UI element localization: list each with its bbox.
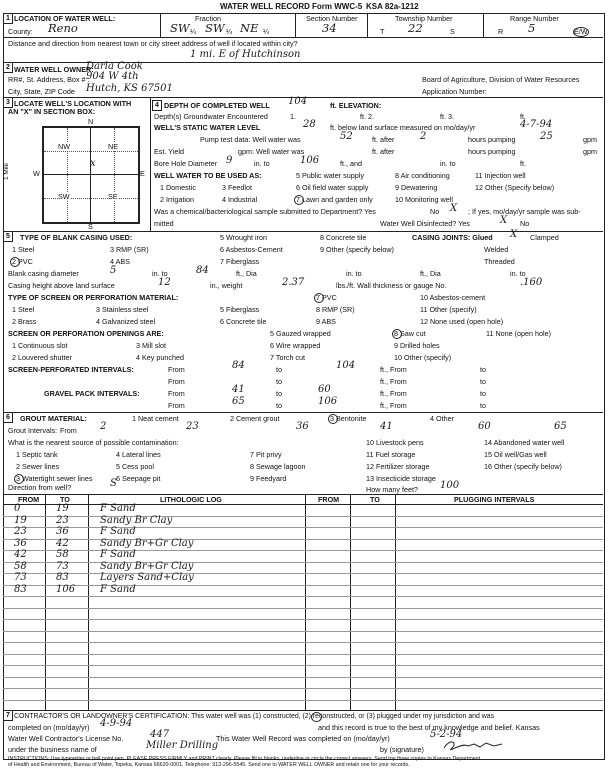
bore-label: Bore Hole Diameter: [154, 159, 218, 168]
app-label: Application Number:: [422, 87, 487, 96]
screened-to-label-4: to: [480, 377, 486, 386]
gw-1-label: 1.: [290, 112, 296, 121]
opening-wire[interactable]: 6 Wire wrapped: [270, 341, 321, 350]
fraction-3[interactable]: NE: [240, 21, 259, 35]
log-row-desc[interactable]: Sandy Br Clay: [100, 514, 173, 526]
plug-from-header: FROM: [318, 495, 340, 504]
fraction-2[interactable]: SW: [205, 21, 225, 35]
pump-ft-after: ft. after: [372, 135, 395, 144]
section-3-number: 3: [3, 97, 13, 108]
screened-to-label-2: to: [480, 365, 486, 374]
contam-lagoon[interactable]: 8 Sewage lagoon: [250, 462, 306, 471]
west-label: W: [33, 169, 40, 178]
log-row-from[interactable]: 83: [14, 583, 27, 595]
yield-hours-label: hours pumping: [468, 147, 516, 156]
log-row-to[interactable]: 36: [56, 526, 69, 537]
casing-rmp[interactable]: 3 RMP (SR): [110, 245, 149, 254]
log-row-to[interactable]: 42: [56, 537, 69, 549]
use-domestic[interactable]: 1 Domestic: [160, 183, 196, 192]
opening-none[interactable]: 11 None (open hole): [486, 329, 551, 338]
yield-label: Est. Yield: [154, 147, 184, 156]
contam-feedyard[interactable]: 9 Feedyard: [250, 474, 287, 483]
grout-label: GROUT MATERIAL:: [20, 414, 87, 423]
range-prefix: R: [498, 27, 504, 36]
screened-to-label: to: [276, 365, 282, 374]
blank-ft-dia-2: ft., Dia: [420, 269, 441, 278]
joints-label: CASING JOINTS: Glued: [412, 233, 493, 242]
section-2-number: 2: [3, 62, 13, 73]
log-row-desc[interactable]: Layers Sand+Clay: [100, 572, 194, 583]
grout-intervals-label: Grout Intervals:: [8, 426, 58, 435]
nw-label: NW: [58, 142, 70, 151]
section-4-number: 4: [152, 100, 162, 111]
record-label: This Water Well Record was completed on (mo/day/yr): [216, 734, 390, 743]
casing-other[interactable]: 9 Other (specify below): [320, 245, 394, 254]
log-row-from[interactable]: 0: [14, 503, 21, 514]
quarter-sym-3: ¼: [263, 27, 269, 36]
height-value[interactable]: 12: [158, 277, 171, 288]
opening-gauzed[interactable]: 5 Gauzed wrapped: [270, 329, 331, 338]
log-grid-line: [3, 608, 603, 609]
license-label: Water Well Contractor's License No.: [8, 734, 124, 743]
gravel-from-2[interactable]: 65: [232, 396, 245, 407]
joints-mark[interactable]: X: [510, 229, 518, 240]
joints-threaded[interactable]: Threaded: [484, 257, 515, 266]
contam-other[interactable]: 16 Other (specify below): [484, 462, 562, 471]
gravel-from-1[interactable]: 41: [232, 384, 245, 395]
casing-abs[interactable]: 4 ABS: [110, 257, 130, 266]
log-row-desc[interactable]: Sandy Br+Gr Clay: [100, 560, 194, 572]
business-value[interactable]: Miller Drilling: [146, 740, 219, 751]
gw-ft: ft.: [520, 112, 526, 121]
gw-label: Depth(s) Groundwater Encountered: [154, 112, 268, 121]
gravel-ft-from: ft., From: [380, 389, 407, 398]
screened-to-label-3: to: [276, 377, 282, 386]
bore-value[interactable]: 9: [226, 155, 233, 166]
fraction-1[interactable]: SW: [170, 21, 190, 35]
log-row-desc[interactable]: F Sand: [100, 583, 136, 595]
contam-oil-gas[interactable]: 15 Oil well/Gas well: [484, 450, 547, 459]
direction-label: Direction from well?: [8, 483, 72, 492]
use-air-conditioning[interactable]: 8 Air conditioning: [395, 171, 450, 180]
static-date[interactable]: 4-7-94: [520, 119, 553, 130]
range-label: Range Number: [510, 14, 559, 23]
contam-pit-privy[interactable]: 7 Pit privy: [250, 450, 282, 459]
bore-in-to: in. to: [254, 159, 270, 168]
grout-cement[interactable]: 2 Cement grout: [230, 414, 280, 423]
mile-label: 1 Mile: [3, 162, 10, 180]
blank-dia-label: Blank casing diameter: [8, 269, 79, 278]
log-row-desc[interactable]: F Sand: [100, 526, 136, 537]
opening-continuous[interactable]: 1 Continuous slot: [12, 341, 68, 350]
gravel-to-label-2: to: [480, 389, 486, 398]
log-grid-line: [3, 539, 603, 540]
gravel-to-label-4: to: [480, 401, 486, 410]
contam-insecticide[interactable]: 13 Insecticide storage: [366, 474, 436, 483]
gi-to-3[interactable]: 65: [554, 421, 567, 432]
log-row-to[interactable]: 83: [56, 572, 69, 583]
completed-label: completed on (mo/day/yr): [8, 723, 90, 732]
log-grid-line: [3, 596, 603, 597]
signature: [440, 738, 510, 752]
gw-3-label: ft. 3.: [440, 112, 454, 121]
log-row-to[interactable]: 19: [56, 503, 69, 514]
screen-galvanized[interactable]: 4 Galvanized steel: [96, 317, 156, 326]
depth-label: DEPTH OF COMPLETED WELL: [164, 101, 270, 110]
sample-tail: ; If yes, mo/day/yr sample was sub-: [468, 207, 581, 216]
gi-to-2[interactable]: 41: [380, 421, 393, 432]
opening-torch[interactable]: 7 Torch cut: [270, 353, 306, 362]
direction-value[interactable]: S: [110, 478, 117, 489]
blank-in-to-3: in. to: [510, 269, 526, 278]
log-row-from[interactable]: 23: [14, 526, 27, 537]
gw-2-label: ft. 2.: [360, 112, 374, 121]
screen-pvc-circle: [314, 293, 324, 303]
pump-gpm-label: gpm: [583, 135, 597, 144]
sample-mitted: mitted: [154, 219, 174, 228]
depth-value[interactable]: 104: [288, 96, 308, 107]
township-prefix: T: [380, 27, 385, 36]
pvc-circle: [10, 257, 20, 267]
bore-ft-and: ft., and: [340, 159, 362, 168]
screened-label: SCREEN-PERFORATED INTERVALS:: [8, 365, 134, 374]
instructions-1: INSTRUCTIONS: Use typewriter or ball point pen. PLEASE PRESS FIRMLY and PRINT clearly. Please fill in blanks, underline or circle the correct answers. Send top three copies to Kansas Department: [8, 756, 481, 762]
screen-other[interactable]: 11 Other (specify): [420, 305, 477, 314]
constructed-circle: [311, 712, 322, 722]
contam-livestock[interactable]: 10 Livestock pens: [366, 438, 424, 447]
quarter-sym-1: ¼: [190, 27, 196, 36]
cert-label: CONTRACTOR'S OR LANDOWNER'S CERTIFICATION: This water well was (1) constructed, (2) reconstructed, or (3) plugged under my jurisdiction and was: [14, 713, 495, 720]
log-grid-line: [3, 573, 603, 574]
screen-none[interactable]: 12 None used (open hole): [420, 317, 504, 326]
log-grid-line: [3, 631, 603, 632]
log-row-to[interactable]: 73: [56, 560, 69, 572]
screen-pvc[interactable]: 7 PVC: [316, 293, 337, 302]
casing-concrete[interactable]: 8 Concrete tile: [320, 233, 367, 242]
log-row-from[interactable]: 19: [14, 514, 27, 526]
contam-septic[interactable]: 1 Septic tank: [16, 450, 58, 459]
address-value[interactable]: 904 W 4th: [86, 71, 139, 82]
sample-mark[interactable]: X: [450, 203, 458, 214]
sample-no: No: [430, 207, 440, 216]
log-row-desc[interactable]: Sandy Br+Gr Clay: [100, 537, 194, 549]
fraction-label: Fraction: [195, 14, 221, 23]
screened-to-1[interactable]: 104: [336, 360, 356, 371]
plug-to-header: TO: [370, 495, 380, 504]
by-signature-label: by (signature): [380, 745, 424, 754]
blank-to-value[interactable]: 84: [196, 265, 209, 276]
log-row-from[interactable]: 36: [14, 537, 27, 549]
contam-abandoned-well[interactable]: 14 Abandoned water well: [484, 438, 565, 447]
log-grid-line: [3, 619, 603, 620]
ew-circle: [573, 27, 589, 37]
section-value[interactable]: 34: [322, 21, 337, 35]
use-monitoring-well[interactable]: 10 Monitoring well: [395, 195, 453, 204]
log-to-header: TO: [60, 495, 70, 504]
opening-key-punched[interactable]: 4 Key punched: [136, 353, 184, 362]
se-label: SE: [108, 192, 118, 201]
opening-louvered[interactable]: 2 Louvered shutter: [12, 353, 72, 362]
gi-from-1[interactable]: 2: [100, 421, 107, 432]
section-6-number: 6: [3, 412, 13, 423]
weight-lbs-label: lbs./ft. Wall thickness or gauge No.: [336, 281, 447, 290]
grout-bentonite[interactable]: 3 Bentonite: [330, 414, 367, 423]
screened-from-label: From: [168, 365, 185, 374]
log-row-from[interactable]: 58: [14, 560, 27, 572]
screen-brass[interactable]: 2 Brass: [12, 317, 37, 326]
city-label: City, State, ZIP Code: [8, 87, 75, 96]
address-label: RR#, St. Address, Box # :: [8, 75, 90, 84]
use-dewatering[interactable]: 9 Dewatering: [395, 183, 438, 192]
static-label: WELL'S STATIC WATER LEVEL: [154, 123, 261, 132]
completed-value[interactable]: 4-9-94: [100, 718, 133, 729]
casing-fiberglass[interactable]: 7 Fiberglass: [220, 257, 260, 266]
height-in-weight: in., weight: [210, 281, 243, 290]
gravel-to-1[interactable]: 60: [318, 384, 331, 395]
casing-label: TYPE OF BLANK CASING USED:: [20, 233, 133, 242]
use-other[interactable]: 12 Other (Specify below): [475, 183, 555, 192]
plug-header: PLUGGING INTERVALS: [454, 495, 535, 504]
north-label: N: [88, 117, 94, 126]
log-row-from[interactable]: 42: [14, 549, 27, 560]
log-from-header: FROM: [18, 495, 40, 504]
pump-hours-label: hours pumping: [468, 135, 516, 144]
gravel-from-label-2: From: [168, 401, 185, 410]
gravel-to-label-3: to: [276, 401, 282, 410]
use-label: WELL WATER TO BE USED AS:: [154, 171, 262, 180]
contam-lateral[interactable]: 4 Lateral lines: [116, 450, 161, 459]
openings-label: SCREEN OR PERFORATION OPENINGS ARE:: [8, 329, 164, 338]
casing-wrought[interactable]: 5 Wrought iron: [220, 233, 268, 242]
gauge-value[interactable]: .160: [520, 277, 543, 288]
opening-mill-slot[interactable]: 3 Mill slot: [136, 341, 166, 350]
log-row-desc[interactable]: F Sand: [100, 503, 136, 514]
section-5-number: 5: [3, 231, 13, 242]
owner-label: WATER WELL OWNER:: [14, 65, 94, 74]
east-label: E: [140, 169, 145, 178]
contam-label: What is the nearest source of possible contamination:: [8, 438, 179, 447]
depth-elevation-label: ft. ELEVATION:: [330, 101, 382, 110]
static-tail: ft. below land surface measured on mo/day/yr: [330, 123, 476, 132]
blank-ft-dia: ft., Dia: [236, 269, 257, 278]
use-irrigation[interactable]: 2 Irrigation: [160, 195, 194, 204]
gravel-to-label: to: [276, 389, 282, 398]
log-row-from[interactable]: 73: [14, 572, 27, 583]
howmany-value[interactable]: 100: [440, 480, 460, 491]
section-box[interactable]: [42, 126, 140, 224]
locate-label-2: AN "X" IN SECTION BOX:: [8, 107, 96, 116]
gi-to-1[interactable]: 23: [186, 421, 199, 432]
bore-ft: ft.: [520, 159, 526, 168]
opening-other[interactable]: 10 Other (specify): [394, 353, 452, 362]
range-ew: E/W: [574, 27, 588, 36]
log-litho-header: LITHOLOGIC LOG: [160, 495, 222, 504]
gi-from-3[interactable]: 60: [478, 421, 491, 432]
ksa-ref: KSA 82a-1212: [366, 2, 419, 11]
pump-hours[interactable]: 2: [420, 131, 427, 142]
log-grid-line: [3, 642, 603, 643]
screened-from-label-2: From: [168, 377, 185, 386]
blank-in-to-2: in. to: [346, 269, 362, 278]
opening-saw-cut[interactable]: 8 Saw cut: [394, 329, 426, 338]
bore-to[interactable]: 106: [300, 155, 320, 166]
grout-other[interactable]: 4 Other: [430, 414, 454, 423]
joints-welded[interactable]: Welded: [484, 245, 509, 254]
pump-label: Pump test data: Well water was: [200, 135, 301, 144]
log-grid-line: [3, 585, 603, 586]
range-value[interactable]: 5: [528, 21, 536, 35]
yield-gpm-label: gpm: [583, 147, 597, 156]
record-value[interactable]: 5-2-94: [430, 729, 463, 740]
log-grid-line: [3, 516, 603, 517]
use-injection-well[interactable]: 11 Injection well: [475, 171, 526, 180]
screen-fiberglass[interactable]: 5 Fiberglass: [220, 305, 260, 314]
height-label: Casing height above land surface: [8, 281, 115, 290]
screened-from-1[interactable]: 84: [232, 360, 245, 371]
blank-dia-value[interactable]: 5: [110, 265, 117, 276]
contam-watertight[interactable]: 3 Watertight sewer lines: [16, 474, 93, 483]
distance-value[interactable]: 1 mi. E of Hutchinson: [190, 49, 301, 60]
contam-seepage[interactable]: 6 Seepage pit: [116, 474, 161, 483]
saw-cut-circle: [392, 329, 402, 339]
pump-value[interactable]: 52: [340, 131, 353, 142]
log-grid-line: [3, 654, 603, 655]
use-industrial[interactable]: 4 Industrial: [222, 195, 258, 204]
log-grid-line: [3, 700, 603, 701]
screen-label: TYPE OF SCREEN OR PERFORATION MATERIAL:: [8, 293, 179, 302]
south-label: S: [88, 222, 93, 231]
log-grid-line: [3, 688, 603, 689]
board-label: Board of Agriculture, Division of Water Resources: [422, 75, 580, 84]
yield-ft-after: ft. after: [372, 147, 395, 156]
log-row-to[interactable]: 106: [56, 583, 76, 595]
sample-label: Was a chemical/bacteriological sample submitted to Department? Yes: [154, 207, 376, 216]
yield-gpm-well: gpm: Well water was: [238, 147, 305, 156]
contam-fertilizer[interactable]: 12 Fertilizer storage: [366, 462, 430, 471]
use-feedlot[interactable]: 3 Feedlot: [222, 183, 252, 192]
form-title: WATER WELL RECORD: [220, 2, 310, 11]
county-label: County:: [8, 27, 33, 36]
joints-clamped[interactable]: Clamped: [530, 233, 559, 242]
instructions-2: of Health and Environment, Bureau of Water, Topeka, Kansas 66620-0001. Telephone: 913-296-5545. Send one to WATER WELL OWNER and retain one for your records.: [8, 762, 410, 768]
township-label: Township Number: [395, 14, 453, 23]
howmany-label: How many feet?: [366, 485, 418, 494]
log-grid-line: [3, 677, 603, 678]
contam-cess-pool[interactable]: 5 Cess pool: [116, 462, 154, 471]
gravel-label: GRAVEL PACK INTERVALS:: [44, 389, 140, 398]
screen-steel[interactable]: 1 Steel: [12, 305, 35, 314]
township-value[interactable]: 22: [408, 21, 423, 35]
completed-tail: and this record is true to the best of my knowledge and belief. Kansas: [318, 723, 540, 732]
distance-label: Distance and direction from nearest town or city street address of well if located within city?: [8, 39, 298, 48]
log-grid-line: [3, 550, 603, 551]
location-label: LOCATION OF WATER WELL:: [14, 14, 116, 23]
section-7-number: 7: [3, 710, 13, 721]
casing-pvc[interactable]: 2 PVC: [12, 257, 33, 266]
weight-value[interactable]: 2.37: [282, 277, 305, 288]
gi-from-2[interactable]: 36: [296, 421, 309, 432]
gi-from-label: From: [60, 426, 77, 435]
log-row-to[interactable]: 58: [56, 549, 69, 560]
bentonite-circle: [328, 414, 338, 424]
opening-drilled[interactable]: 9 Drilled holes: [394, 341, 440, 350]
use-public-water[interactable]: 5 Public water supply: [296, 171, 364, 180]
business-label: under the business name of: [8, 745, 97, 754]
form-number: Form WWC-5: [312, 2, 363, 11]
bore-in-to-2: in. to: [440, 159, 456, 168]
well-location-mark[interactable]: x: [90, 158, 96, 169]
owner-value[interactable]: Darla Cook: [86, 61, 143, 72]
locate-label-1: LOCATE WELL'S LOCATION WITH: [14, 99, 132, 108]
contam-fuel[interactable]: 11 Fuel storage: [366, 450, 416, 459]
township-suffix: S: [450, 27, 455, 36]
section-1-number: 1: [3, 13, 13, 24]
static-value[interactable]: 28: [303, 119, 316, 130]
gravel-ft-from-2: ft., From: [380, 401, 407, 410]
screen-asbestos[interactable]: 10 Asbestos-cement: [420, 293, 486, 302]
screen-stainless[interactable]: 3 Stainless steel: [96, 305, 149, 314]
log-grid-line: [3, 527, 603, 528]
screen-abs[interactable]: 9 ABS: [316, 317, 336, 326]
screen-rmp[interactable]: 8 RMP (SR): [316, 305, 355, 314]
casing-steel[interactable]: 1 Steel: [12, 245, 35, 254]
contam-sewer[interactable]: 2 Sewer lines: [16, 462, 60, 471]
use-oil-field[interactable]: 6 Oil field water supply: [296, 183, 369, 192]
license-value[interactable]: 447: [150, 729, 170, 740]
county-value[interactable]: Reno: [48, 21, 78, 35]
use-lawn-garden[interactable]: 7 Lawn and garden only: [296, 195, 373, 204]
ne-label: NE: [108, 142, 118, 151]
disinfect-mark[interactable]: X: [500, 215, 508, 226]
casing-asbestos[interactable]: 6 Asbestos-Cement: [220, 245, 283, 254]
lawn-circle: [294, 195, 304, 205]
screened-ft-from-2: ft., From: [380, 377, 407, 386]
sw-label: SW: [58, 192, 70, 201]
gravel-to-2[interactable]: 106: [318, 396, 338, 407]
log-row-to[interactable]: 23: [56, 514, 69, 526]
log-row-desc[interactable]: F Sand: [100, 549, 136, 560]
screen-concrete[interactable]: 6 Concrete tile: [220, 317, 267, 326]
screened-ft-from: ft., From: [380, 365, 407, 374]
disinfect-label: Water Well Disinfected? Yes: [380, 219, 470, 228]
pump-gpm[interactable]: 25: [540, 131, 553, 142]
section-label: Section Number: [306, 14, 358, 23]
quarter-sym-2: ¼: [226, 27, 232, 36]
gravel-from-label: From: [168, 389, 185, 398]
log-grid-line: [3, 665, 603, 666]
log-grid-line: [3, 562, 603, 563]
disinfect-no: No: [520, 219, 530, 228]
blank-in-to: in. to: [152, 269, 168, 278]
city-value[interactable]: Hutch, KS 67501: [86, 83, 173, 94]
grout-neat-cement[interactable]: 1 Neat cement: [132, 414, 179, 423]
